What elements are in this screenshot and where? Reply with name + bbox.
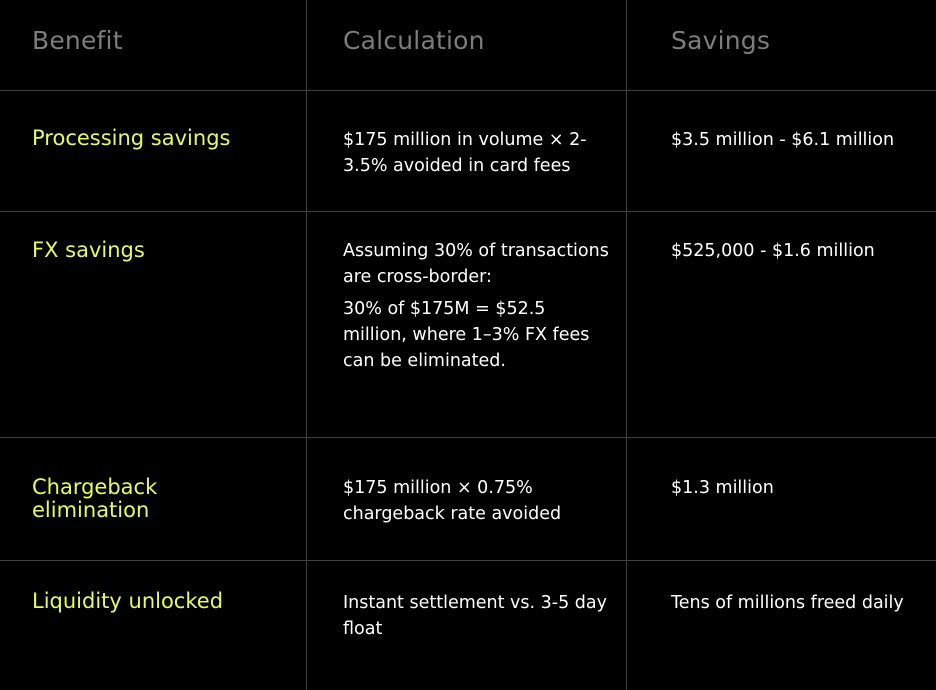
row-divider bbox=[0, 560, 936, 561]
table-row-savings: $3.5 million - $6.1 million bbox=[671, 130, 895, 150]
column-header-calculation: Calculation bbox=[343, 26, 485, 55]
table-row-calculation bbox=[343, 475, 613, 527]
calculation-text: $175 million in volume × 2-3.5% avoided in card fees bbox=[343, 130, 587, 176]
column-header-benefit: Benefit bbox=[32, 26, 123, 55]
column-divider bbox=[626, 0, 627, 690]
table-row-savings: $1.3 million bbox=[671, 478, 774, 498]
table-row-savings: $525,000 - $1.6 million bbox=[671, 241, 875, 261]
table-row-benefit: Processing savings bbox=[32, 126, 231, 150]
calculation-text: Instant settlement vs. 3-5 day float bbox=[343, 593, 607, 639]
row-divider bbox=[0, 211, 936, 212]
table-row-benefit: Liquidity unlocked bbox=[32, 589, 224, 613]
table-row-benefit: Chargeback elimination bbox=[32, 475, 158, 522]
column-header-savings: Savings bbox=[671, 26, 771, 55]
table-row-calculation bbox=[343, 238, 613, 374]
row-divider bbox=[0, 90, 936, 91]
column-divider bbox=[306, 0, 307, 690]
row-divider bbox=[0, 437, 936, 438]
table-row-benefit: FX savings bbox=[32, 238, 145, 262]
calculation-text: 30% of $175M = $52.5 million, where 1–3% FX fees can be eliminated. bbox=[343, 299, 590, 371]
table-row-calculation bbox=[343, 590, 613, 642]
table-row-savings: Tens of millions freed daily bbox=[671, 593, 904, 613]
table-row-calculation bbox=[343, 127, 613, 179]
calculation-text: Assuming 30% of transactions are cross-border: bbox=[343, 241, 609, 287]
calculation-text: $175 million × 0.75% chargeback rate avoided bbox=[343, 478, 562, 524]
